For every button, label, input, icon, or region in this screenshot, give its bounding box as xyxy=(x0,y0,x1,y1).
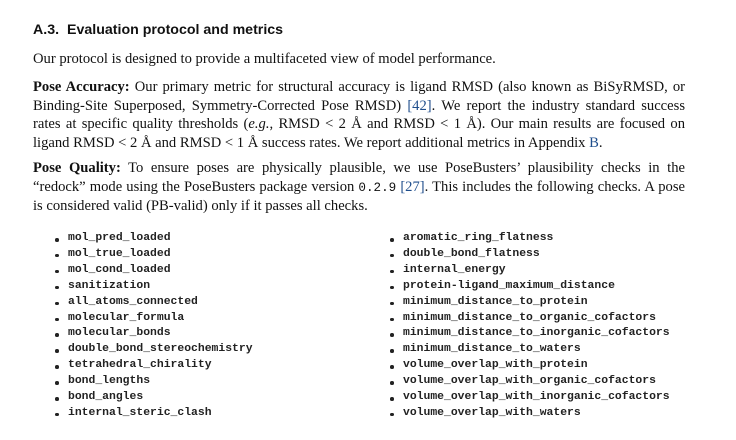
check-item: internal_steric_clash xyxy=(54,406,253,422)
pose-quality-paragraph xyxy=(33,159,685,216)
check-item: mol_true_loaded xyxy=(54,247,253,263)
check-item: internal_energy xyxy=(389,263,670,279)
check-item: minimum_distance_to_protein xyxy=(389,295,670,311)
check-item: double_bond_stereochemistry xyxy=(54,342,253,358)
citation-link[interactable]: [27] xyxy=(400,178,425,195)
intro-paragraph: Our protocol is designed to provide a multifaceted view of model performance. xyxy=(33,51,496,67)
check-item: volume_overlap_with_organic_cofactors xyxy=(389,374,670,390)
pose-accuracy-text: Our primary metric for structural accuracy is ligand RMSD (also known as BiSyRMSD, or Binding-Site Superposed, Symmetry-Corrected Pose RMSD) xyxy=(33,79,685,114)
appendix-link[interactable]: B xyxy=(589,134,599,151)
pose-accuracy-paragraph xyxy=(33,78,685,152)
check-item: volume_overlap_with_protein xyxy=(389,358,670,374)
check-item: all_atoms_connected xyxy=(54,295,253,311)
check-item: volume_overlap_with_inorganic_cofactors xyxy=(389,390,670,406)
check-item: minimum_distance_to_inorganic_cofactors xyxy=(389,326,670,342)
check-item: bond_lengths xyxy=(54,374,253,390)
pose-accuracy-text: , RMSD < 2 Å and RMSD < 1 Å). Our main results are focused on ligand RMSD < 2 Å and RMSD < 1 Å success rates. We report additional metrics in Appendix xyxy=(33,116,685,151)
check-item: minimum_distance_to_organic_cofactors xyxy=(389,311,670,327)
pose-accuracy-text: . We report the industry standard success rates at specific quality thresholds ( xyxy=(33,97,685,133)
check-item: mol_cond_loaded xyxy=(54,263,253,279)
version-code: 0.2.9 xyxy=(358,180,397,195)
check-item: molecular_bonds xyxy=(54,326,253,342)
citation-link[interactable]: [42] xyxy=(407,97,432,114)
section-heading xyxy=(33,22,283,38)
check-item: bond_angles xyxy=(54,390,253,406)
section-title: Evaluation protocol and metrics xyxy=(67,22,284,38)
check-item: aromatic_ring_flatness xyxy=(389,231,670,247)
check-item: molecular_formula xyxy=(54,311,253,327)
pose-accuracy-label: Pose Accuracy: xyxy=(33,79,130,95)
checks-list-right xyxy=(389,231,670,422)
pose-accuracy-text: . xyxy=(598,134,603,151)
pose-quality-text: To ensure poses are physically plausible, we use PoseBusters’ plausibility checks in the “redock” mode using the PoseBusters package version xyxy=(33,160,685,195)
check-item: tetrahedral_chirality xyxy=(54,358,253,374)
pose-quality-label: Pose Quality: xyxy=(33,160,121,176)
check-item: protein-ligand_maximum_distance xyxy=(389,279,670,295)
check-item: sanitization xyxy=(54,279,253,295)
section-number: A.3. xyxy=(33,22,60,38)
check-item: minimum_distance_to_waters xyxy=(389,342,670,358)
check-item: double_bond_flatness xyxy=(389,247,670,263)
check-item: volume_overlap_with_waters xyxy=(389,406,670,422)
pose-quality-text: . This includes the following checks. A pose is considered valid (PB-valid) only if it passes all checks. xyxy=(33,178,685,215)
eg-italic: e.g. xyxy=(248,116,270,133)
check-item: mol_pred_loaded xyxy=(54,231,253,247)
checks-list-left xyxy=(54,231,253,422)
